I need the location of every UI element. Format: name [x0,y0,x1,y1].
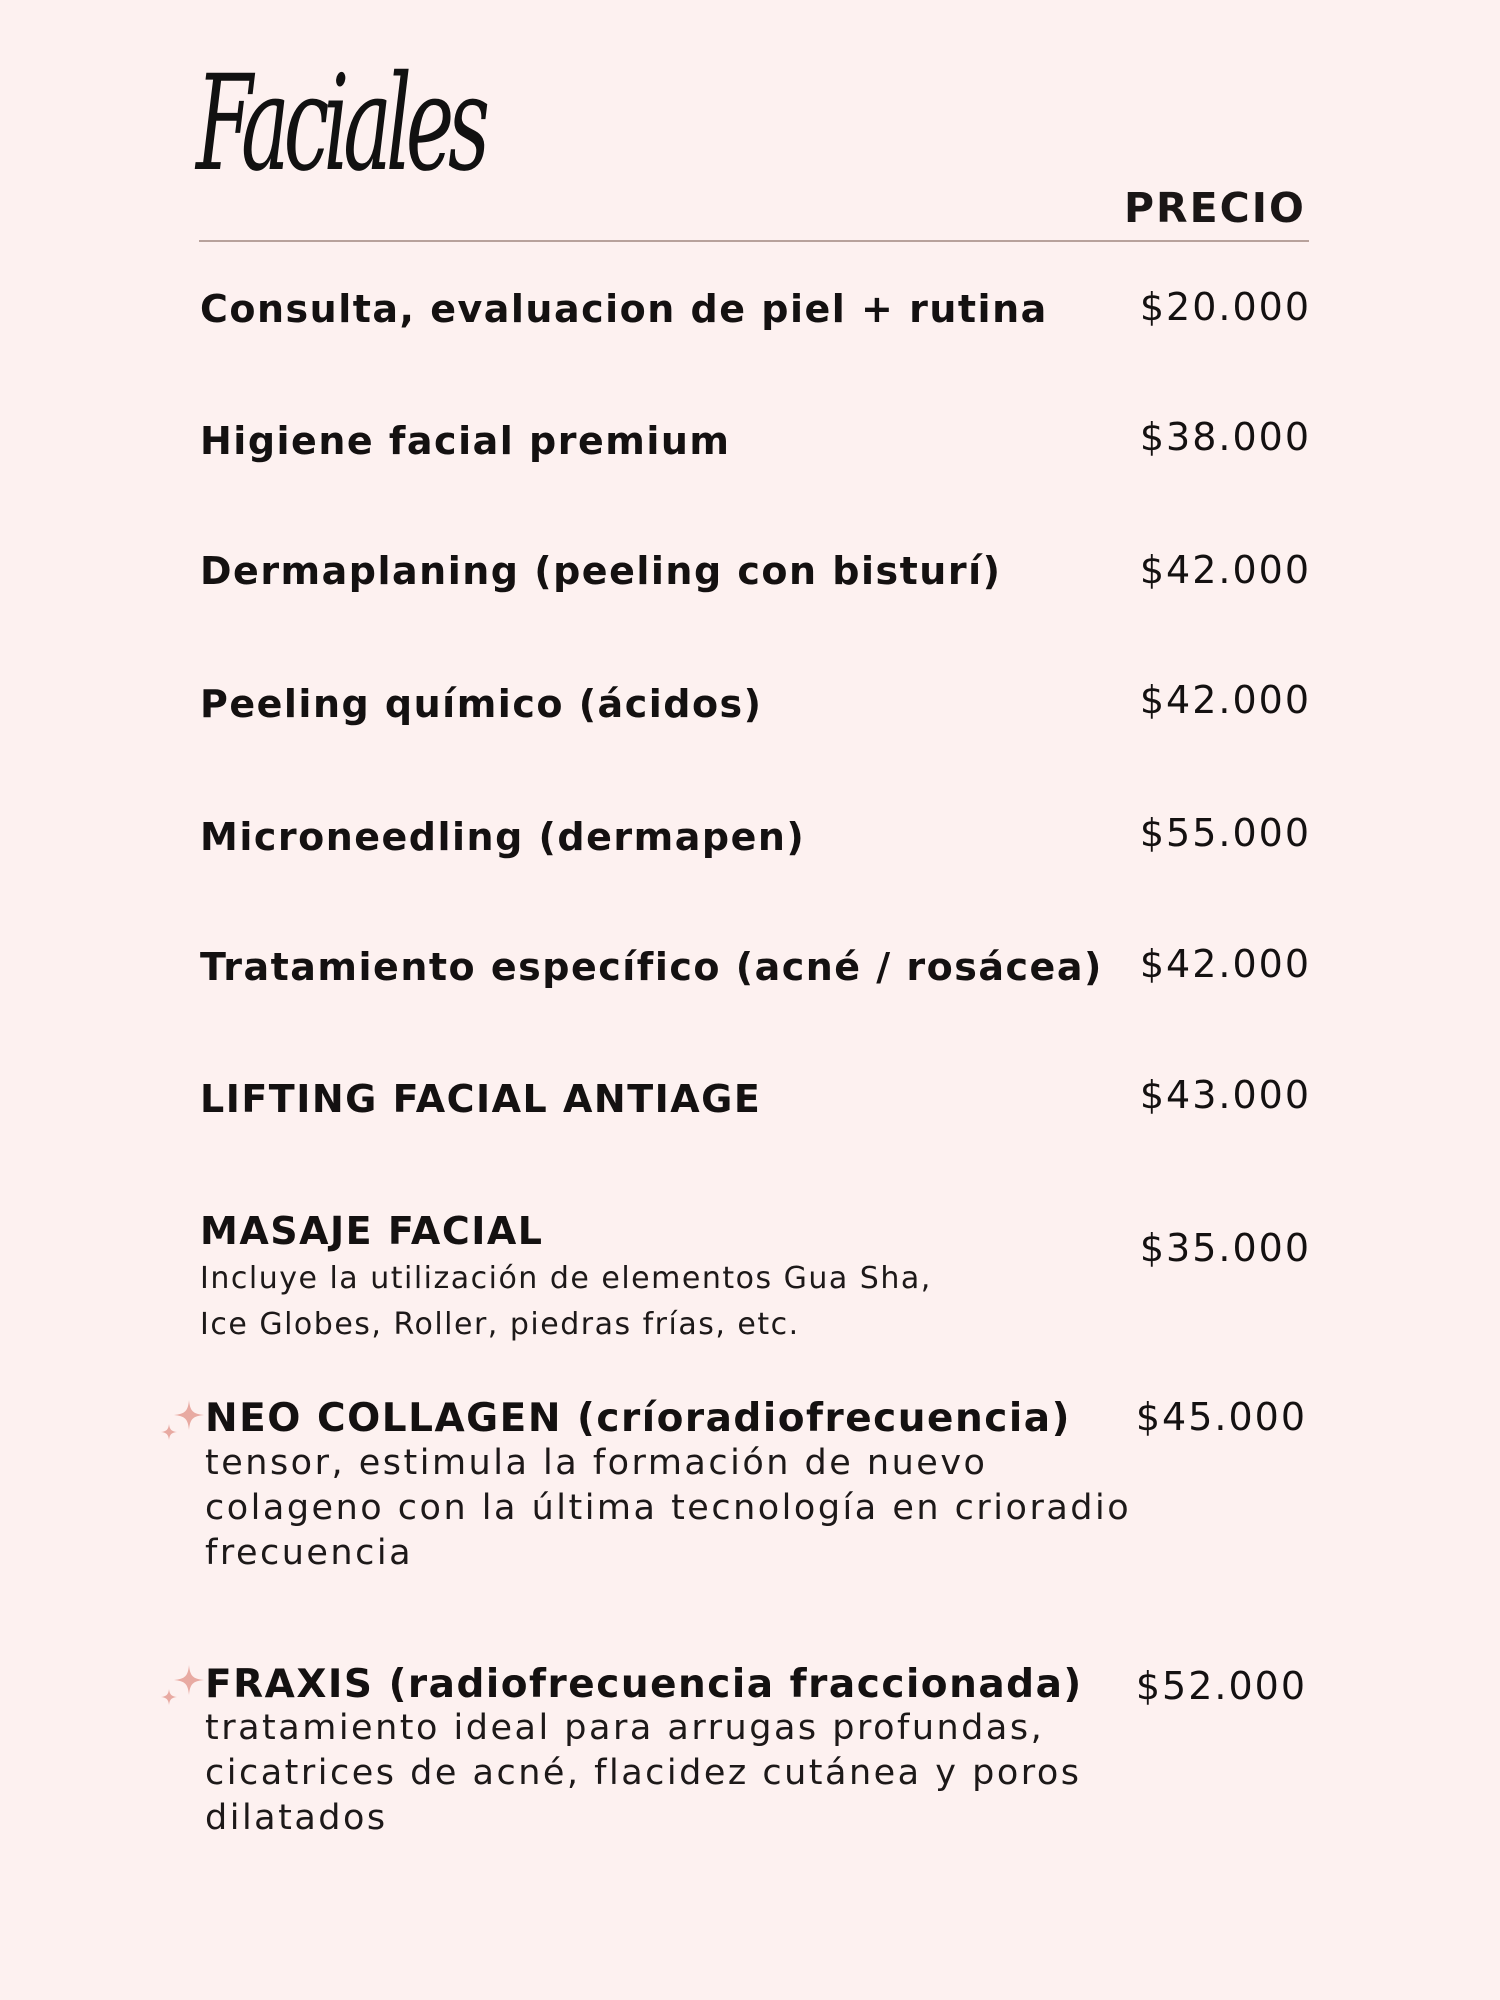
service-name: MASAJE FACIAL [200,1209,544,1253]
service-name: Peeling químico (ácidos) [200,682,763,726]
service-description [200,1256,932,1348]
service-price: $42.000 [1139,942,1311,986]
description-line: tratamiento ideal para arrugas profundas, [205,1708,1045,1748]
description-line: Incluye la utilización de elementos Gua Sha, [200,1261,932,1296]
price-column-heading: PRECIO [1124,184,1306,232]
service-name: NEO COLLAGEN (críoradiofrecuencia) [205,1396,1071,1441]
description-line: Ice Globes, Roller, piedras frías, etc. [200,1307,800,1342]
service-name: LIFTING FACIAL ANTIAGE [200,1077,762,1121]
service-description [205,1706,1082,1841]
service-name: Dermaplaning (peeling con bisturí) [200,549,1002,593]
service-price: $42.000 [1139,548,1311,592]
service-price: $43.000 [1139,1073,1311,1117]
description-line: frecuencia [205,1533,414,1573]
service-name: Tratamiento específico (acné / rosácea) [200,945,1103,989]
description-line: cicatrices de acné, flacidez cutánea y poros [205,1753,1082,1793]
service-price: $35.000 [1139,1226,1311,1270]
header-divider [199,240,1309,242]
page-title: Faciales [196,47,484,201]
service-name: Higiene facial premium [200,419,731,463]
service-price: $42.000 [1139,678,1311,722]
sparkle-icon [158,1663,208,1713]
description-line: dilatados [205,1798,388,1838]
service-price: $52.000 [1135,1664,1307,1708]
service-description [205,1441,1131,1576]
description-line: tensor, estimula la formación de nuevo [205,1443,988,1483]
description-line: colageno con la última tecnología en crioradio [205,1488,1132,1528]
service-name: Consulta, evaluacion de piel + rutina [200,287,1048,331]
service-price: $45.000 [1135,1395,1307,1439]
sparkle-icon [158,1398,208,1448]
service-price: $20.000 [1139,285,1311,329]
service-name: FRAXIS (radiofrecuencia fraccionada) [205,1662,1083,1707]
service-price: $38.000 [1139,415,1311,459]
service-price: $55.000 [1139,811,1311,855]
service-name: Microneedling (dermapen) [200,815,806,859]
